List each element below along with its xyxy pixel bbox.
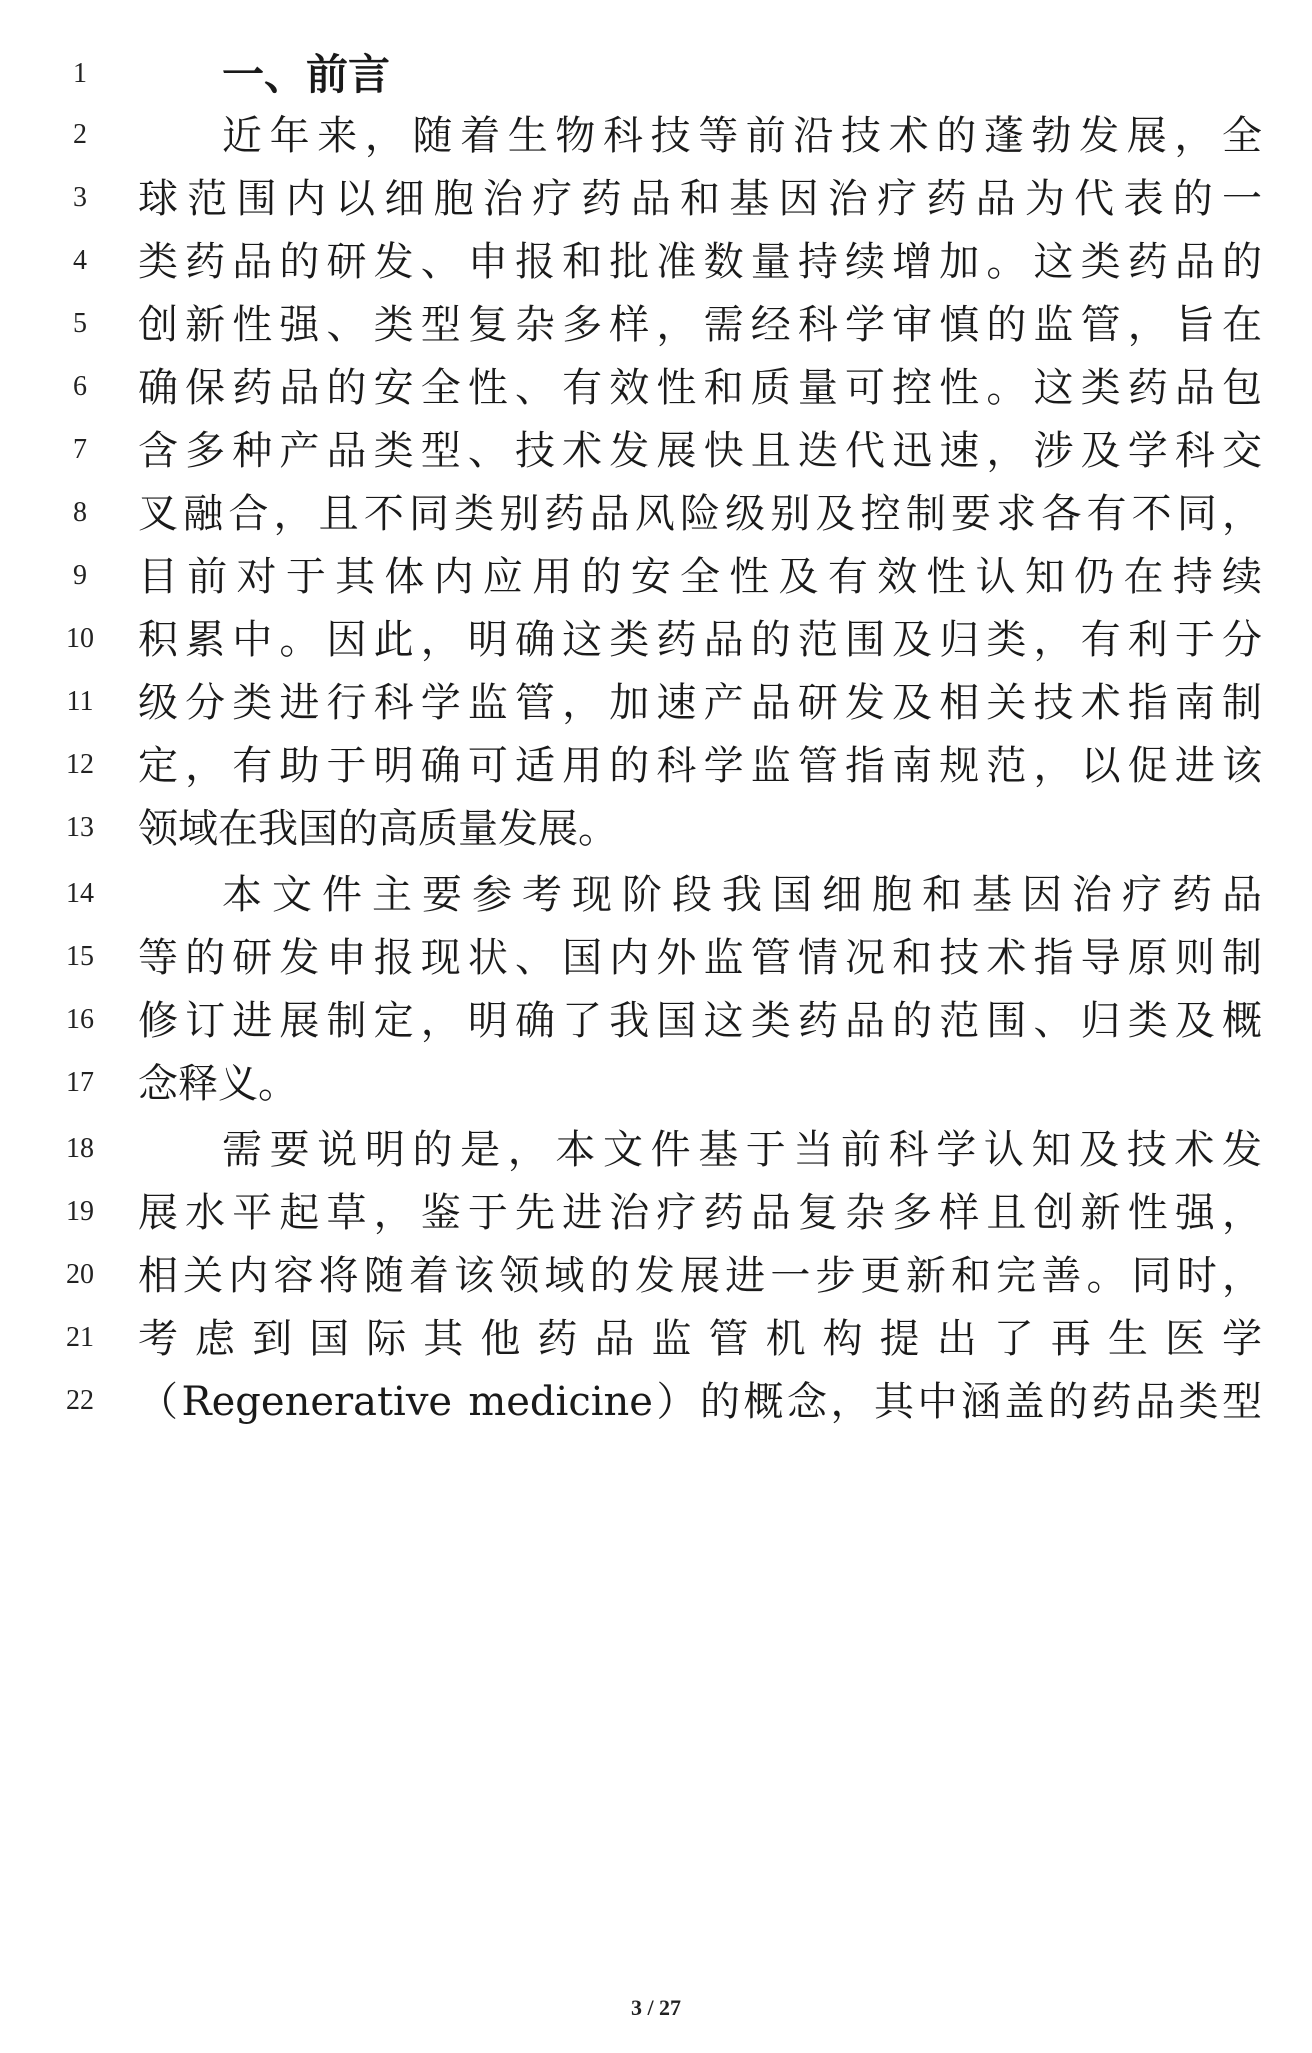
- paragraph-line: 近年来，随着生物科技等前沿技术的蓬勃发展，全: [222, 113, 1262, 159]
- document-line-3: [0, 164, 1312, 234]
- paragraph-line: 需要说明的是，本文件基于当前科学认知及技术发: [222, 1127, 1262, 1173]
- line-number: 8: [73, 497, 87, 528]
- paragraph-line: 目前对于其体内应用的安全性及有效性认知仍在持续: [138, 554, 1262, 600]
- document-line-4: [0, 227, 1312, 297]
- document-line-14: [0, 860, 1312, 930]
- paragraph-line: 考虑到国际其他药品监管机构提出了再生医学: [138, 1316, 1262, 1362]
- line-number: 12: [66, 749, 94, 780]
- paragraph-line: 积累中。因此，明确这类药品的范围及归类，有利于分: [138, 617, 1262, 663]
- line-number: 6: [73, 371, 87, 402]
- document-line-16: [0, 986, 1312, 1056]
- paragraph-line: 创新性强、类型复杂多样，需经科学审慎的监管，旨在: [138, 302, 1262, 348]
- line-number: 4: [73, 245, 87, 276]
- document-line-6: [0, 353, 1312, 423]
- paragraph-line: 叉融合，且不同类别药品风险级别及控制要求各有不同，: [138, 491, 1262, 537]
- line-number: 9: [73, 560, 87, 591]
- document-line-7: [0, 416, 1312, 486]
- line-number: 15: [66, 941, 94, 972]
- paragraph-line: 念释义。: [138, 1061, 298, 1107]
- document-line-17: [0, 1049, 1312, 1119]
- paragraph-line: 确保药品的安全性、有效性和质量可控性。这类药品包: [138, 365, 1262, 411]
- line-number: 2: [73, 119, 87, 150]
- document-line-8: [0, 479, 1312, 549]
- section-heading: 一、前言: [222, 50, 391, 99]
- paragraph-line: 相关内容将随着该领域的发展进一步更新和完善。同时，: [138, 1253, 1262, 1299]
- page-indicator: 3 / 27: [630, 1995, 682, 2020]
- document-line-21: [0, 1304, 1312, 1374]
- paragraph-line: 展水平起草，鉴于先进治疗药品复杂多样且创新性强，: [138, 1190, 1262, 1236]
- line-number: 10: [66, 623, 94, 654]
- document-line-18: [0, 1115, 1312, 1185]
- line-number: 11: [66, 686, 94, 717]
- paragraph-line: 领域在我国的高质量发展。: [138, 806, 618, 852]
- line-number: 1: [73, 58, 87, 89]
- line-number: 21: [66, 1322, 94, 1353]
- line-number: 5: [73, 308, 87, 339]
- document-line-13: [0, 794, 1312, 864]
- paragraph-line: 级分类进行科学监管，加速产品研发及相关技术指南制: [138, 680, 1262, 726]
- line-number: 3: [73, 182, 87, 213]
- document-line-1: [0, 40, 1312, 110]
- paragraph-line: 类药品的研发、申报和批准数量持续增加。这类药品的: [138, 239, 1262, 285]
- paragraph-line: 含多种产品类型、技术发展快且迭代迅速，涉及学科交: [138, 428, 1262, 474]
- paragraph-line: 修订进展制定，明确了我国这类药品的范围、归类及概: [138, 998, 1262, 1044]
- document-line-15: [0, 923, 1312, 993]
- line-number: 20: [66, 1259, 94, 1290]
- paragraph-line: 等的研发申报现状、国内外监管情况和技术指导原则制: [138, 935, 1262, 981]
- document-line-9: [0, 542, 1312, 612]
- paragraph-line: 球范围内以细胞治疗药品和基因治疗药品为代表的一: [138, 176, 1262, 222]
- line-number: 16: [66, 1004, 94, 1035]
- document-line-5: [0, 290, 1312, 360]
- line-number: 13: [66, 812, 94, 843]
- line-number: 18: [66, 1133, 94, 1164]
- document-line-22: [0, 1367, 1312, 1437]
- document-line-12: [0, 731, 1312, 801]
- paragraph-line: 本文件主要参考现阶段我国细胞和基因治疗药品: [222, 872, 1262, 918]
- line-number: 14: [66, 878, 94, 909]
- paragraph-line: 定，有助于明确可适用的科学监管指南规范，以促进该: [138, 743, 1262, 789]
- line-number: 19: [66, 1196, 94, 1227]
- line-number: 22: [66, 1385, 94, 1416]
- document-line-10: [0, 605, 1312, 675]
- document-line-20: [0, 1241, 1312, 1311]
- line-number: 7: [73, 434, 87, 465]
- line-number: 17: [66, 1067, 94, 1098]
- paragraph-line: （Regenerative medicine）的概念，其中涵盖的药品类型: [138, 1379, 1262, 1425]
- document-line-19: [0, 1178, 1312, 1248]
- document-line-11: [0, 668, 1312, 738]
- document-line-2: [0, 101, 1312, 171]
